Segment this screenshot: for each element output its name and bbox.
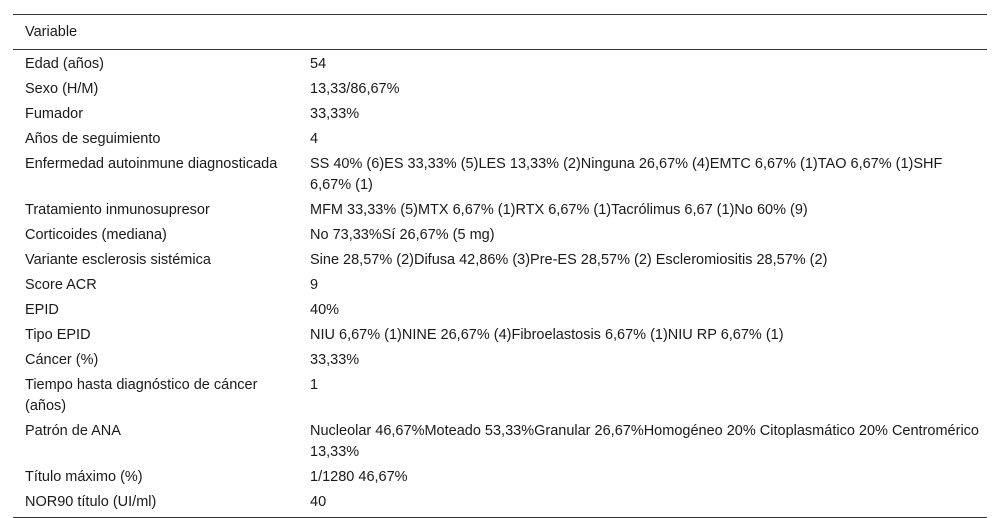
row-label-nor90: NOR90 título (UI/ml) [13,490,300,518]
row-label-corticoides: Corticoides (mediana) [25,227,167,243]
row-label-cancer: Cáncer (%) [25,352,99,368]
table-row [13,490,987,518]
table-row [13,102,987,127]
table-row [13,127,987,152]
table-row [13,198,987,223]
row-value-variante-es: Sine 28,57% (2)Difusa 42,86% (3)Pre-ES 28,57% (2) Escleromiositis 28,57% (2) [310,252,828,268]
table-row [13,348,987,373]
row-label-tipo-epid: Tipo EPID [25,327,91,343]
row-label-tiempo-diagnostico: Tiempo hasta diagnóstico de cáncer (años) [25,377,258,414]
row-value-corticoides: No 73,33%Sí 26,67% (5 mg) [310,227,495,243]
table-row [13,465,987,490]
table-row [13,323,987,348]
row-value-titulo-maximo: 1/1280 46,67% [310,469,408,485]
row-label-fumador: Fumador [25,106,84,122]
row-value-epid: 40% [310,302,340,318]
row-value-cancer: 33,33% [310,352,360,368]
row-value-tratamiento: MFM 33,33% (5)MTX 6,67% (1)RTX 6,67% (1)Tacrólimus 6,67 (1)No 60% (9) [310,202,808,218]
table-row [13,152,987,198]
row-value-tipo-epid: NIU 6,67% (1)NINE 26,67% (4)Fibroelastosis 6,67% (1)NIU RP 6,67% (1) [310,327,784,343]
row-label-patron-ana: Patrón de ANA [25,423,121,439]
row-label-score-acr: Score ACR [25,277,97,293]
table-row [13,223,987,248]
table-header [13,15,987,50]
clinical-variables-table [13,14,987,518]
header-row [13,15,987,50]
row-label-titulo-maximo: Título máximo (%) [25,469,143,485]
table-row [13,248,987,273]
row-label-enfermedad-autoinmune: Enfermedad autoinmune diagnosticada [25,156,278,172]
row-value-score-acr: 9 [310,277,319,293]
clinical-variables-table-container [13,14,987,518]
row-value-seguimiento: 4 [310,131,319,147]
row-label-sexo: Sexo (H/M) [25,81,99,97]
row-value-fumador: 33,33% [310,106,360,122]
header-variable: Variable [13,15,987,50]
row-value-nor90: 40 [300,490,987,518]
row-value-tiempo-diagnostico: 1 [310,377,319,393]
table-row [13,50,987,78]
table-row [13,273,987,298]
row-label-epid: EPID [25,302,59,318]
row-value-enfermedad-autoinmune: SS 40% (6)ES 33,33% (5)LES 13,33% (2)Ninguna 26,67% (4)EMTC 6,67% (1)TAO 6,67% (1)SHF 6,67% (1) [310,156,943,193]
table-row [13,77,987,102]
row-label-seguimiento: Años de seguimiento [25,131,161,147]
row-label-tratamiento: Tratamiento inmunosupresor [25,202,210,218]
row-label-variante-es: Variante esclerosis sistémica [25,252,211,268]
row-value-patron-ana: Nucleolar 46,67%Moteado 53,33%Granular 26,67%Homogéneo 20% Citoplasmático 20% Centromérico 13,33% [310,423,979,460]
row-value-edad: 54 [310,56,327,72]
table-row [13,298,987,323]
table-body [13,50,987,518]
row-label-edad: Edad (años) [25,56,104,72]
table-row [13,373,987,419]
table-row [13,419,987,465]
row-value-sexo: 13,33/86,67% [310,81,400,97]
